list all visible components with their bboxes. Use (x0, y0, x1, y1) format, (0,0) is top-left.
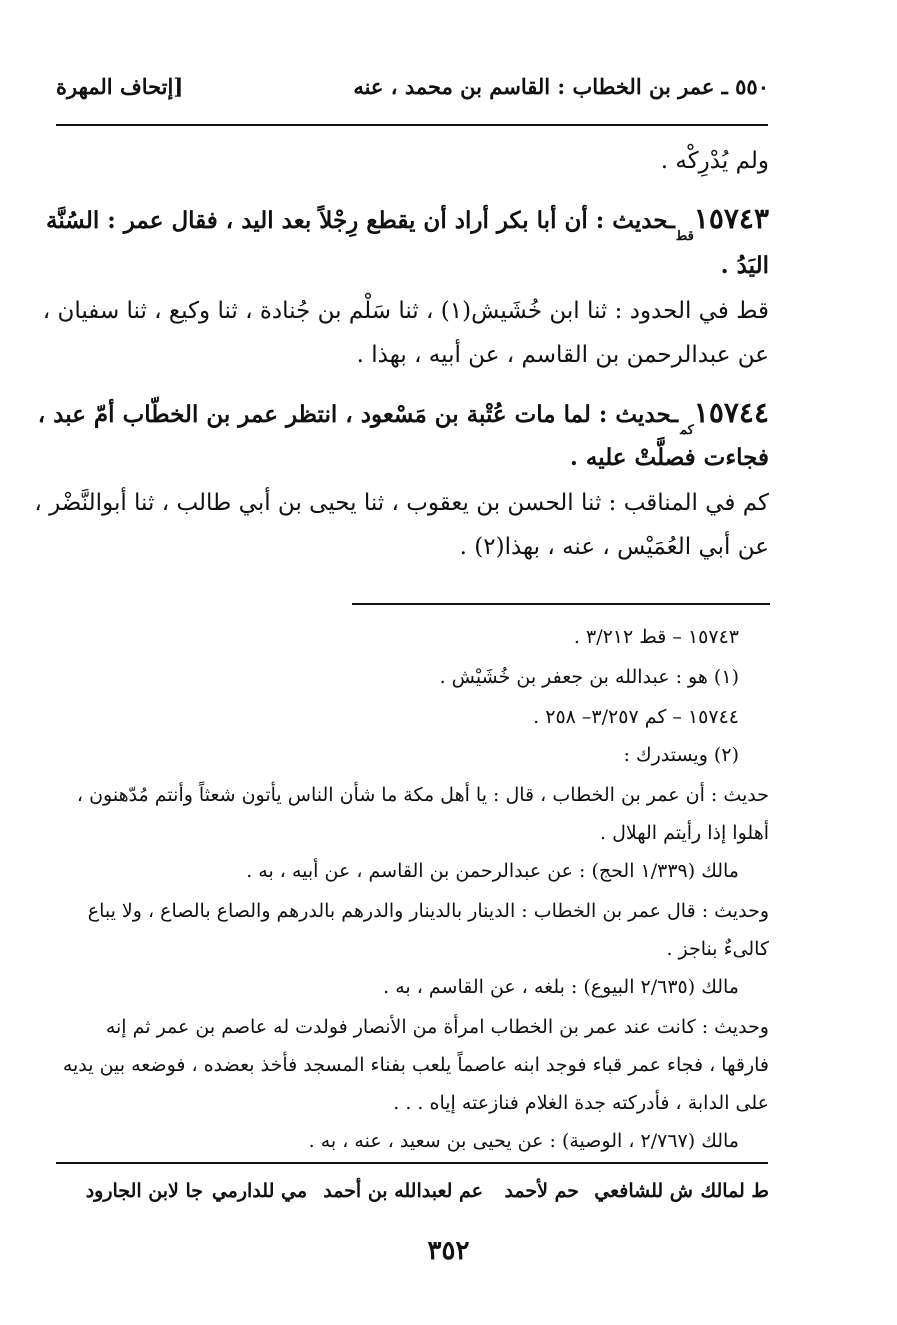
page-number: ٣٥٢ (427, 1236, 470, 1266)
hadith-15744-line2: فجاءت فصلَّتْ عليه . (569, 444, 769, 471)
hadith-text: ـحديث : لما مات عُتْبة بن مَسْعود ، انتظر عمر بن الخطّاب أمّ عبد ، (37, 401, 679, 428)
legend-item: حم لأحمد (504, 1180, 579, 1202)
legend-item: ط لمالك (700, 1180, 769, 1202)
intro-line: ولم يُدْرِكْه . (660, 148, 769, 174)
footnote-line: مالك (٢/٦٣٥ البيوع) : بلغه ، عن القاسم ، به . (383, 976, 739, 998)
legend-item: مي للدارمي (211, 1180, 307, 1202)
footnote-line: (١) هو : عبدالله بن جعفر بن خُشَيْش . (439, 666, 739, 688)
isnad-15744-line1: كم في المناقب : ثنا الحسن بن يعقوب ، ثنا يحيى بن أبي طالب ، ثنا أبوالنَّضْر ، (34, 490, 769, 516)
hadith-number: ١٥٧٤٣ (693, 202, 769, 235)
running-header-book: [إتحاف المهرة (56, 74, 184, 99)
footnote-line: ١٥٧٤٤ – كم ٣/٢٥٧– ٢٥٨ . (533, 706, 739, 728)
footnote-line: كالىءٌ بناجز . (666, 938, 769, 960)
source-siglum: قط (676, 229, 694, 244)
hadith-number: ١٥٧٤٤ (693, 396, 769, 429)
footnote-line: وحديث : كانت عند عمر بن الخطاب امرأة من الأنصار فولدت له عاصم بن عمر ثم إنه (105, 1016, 769, 1038)
isnad-15744-line2: عن أبي العُمَيْس ، عنه ، بهذا(٢) . (459, 534, 769, 560)
hadith-15744-line1 (37, 396, 769, 438)
legend-item: عم لعبدالله بن أحمد (323, 1180, 483, 1202)
footnote-line: ١٥٧٤٣ – قط ٣/٢١٢ . (573, 626, 739, 648)
header-rule (56, 124, 768, 126)
footnote-separator (352, 603, 770, 605)
footnote-line: أهلوا إذا رأيتم الهلال . (600, 822, 769, 844)
source-siglum: كم (680, 423, 694, 438)
footnote-line: على الدابة ، فأدركته جدة الغلام فنازعته إياه . . . (393, 1092, 769, 1114)
footnote-line: فارقها ، فجاء عمر قباء فوجد ابنه عاصماً يلعب بفناء المسجد فأخذ بعضده ، فوضعه بين يديه (62, 1054, 769, 1076)
footnote-line: مالك (٢/٧٦٧ ، الوصية) : عن يحيى بن سعيد ، عنه ، به . (308, 1130, 739, 1152)
footnote-line: حديث : أن عمر بن الخطاب ، قال : يا أهل مكة ما شأن الناس يأتون شعثاً وأنتم مُدّهنون ، (76, 784, 769, 806)
isnad-15743-line1: قط في الحدود : ثنا ابن خُشَيش(١) ، ثنا سَلْم بن جُنادة ، ثنا وكيع ، ثنا سفيان ، (42, 298, 769, 324)
hadith-15743-line1 (46, 202, 769, 244)
running-header-title: ٥٥٠ ـ عمر بن الخطاب : القاسم بن محمد ، عنه (353, 74, 769, 99)
isnad-15743-line2: عن عبدالرحمن بن القاسم ، عن أبيه ، بهذا . (356, 342, 769, 368)
footnote-line: مالك (١/٣٣٩ الحج) : عن عبدالرحمن بن القاسم ، عن أبيه ، به . (246, 860, 739, 882)
legend-item: ش للشافعي (594, 1180, 693, 1202)
legend-rule (56, 1162, 768, 1164)
footnote-line: (٢) ويستدرك : (623, 744, 739, 766)
hadith-text: ـحديث : أن أبا بكر أراد أن يقطع رِجْلاً بعد اليد ، فقال عمر : السُنَّة (46, 207, 675, 234)
legend-item: جا لابن الجارود (85, 1180, 203, 1202)
hadith-15743-line2: اليَدُ . (720, 252, 769, 279)
footnote-line: وحديث : قال عمر بن الخطاب : الدينار بالدينار والدرهم بالدرهم والصاع بالصاع ، ولا يباع (87, 900, 769, 922)
